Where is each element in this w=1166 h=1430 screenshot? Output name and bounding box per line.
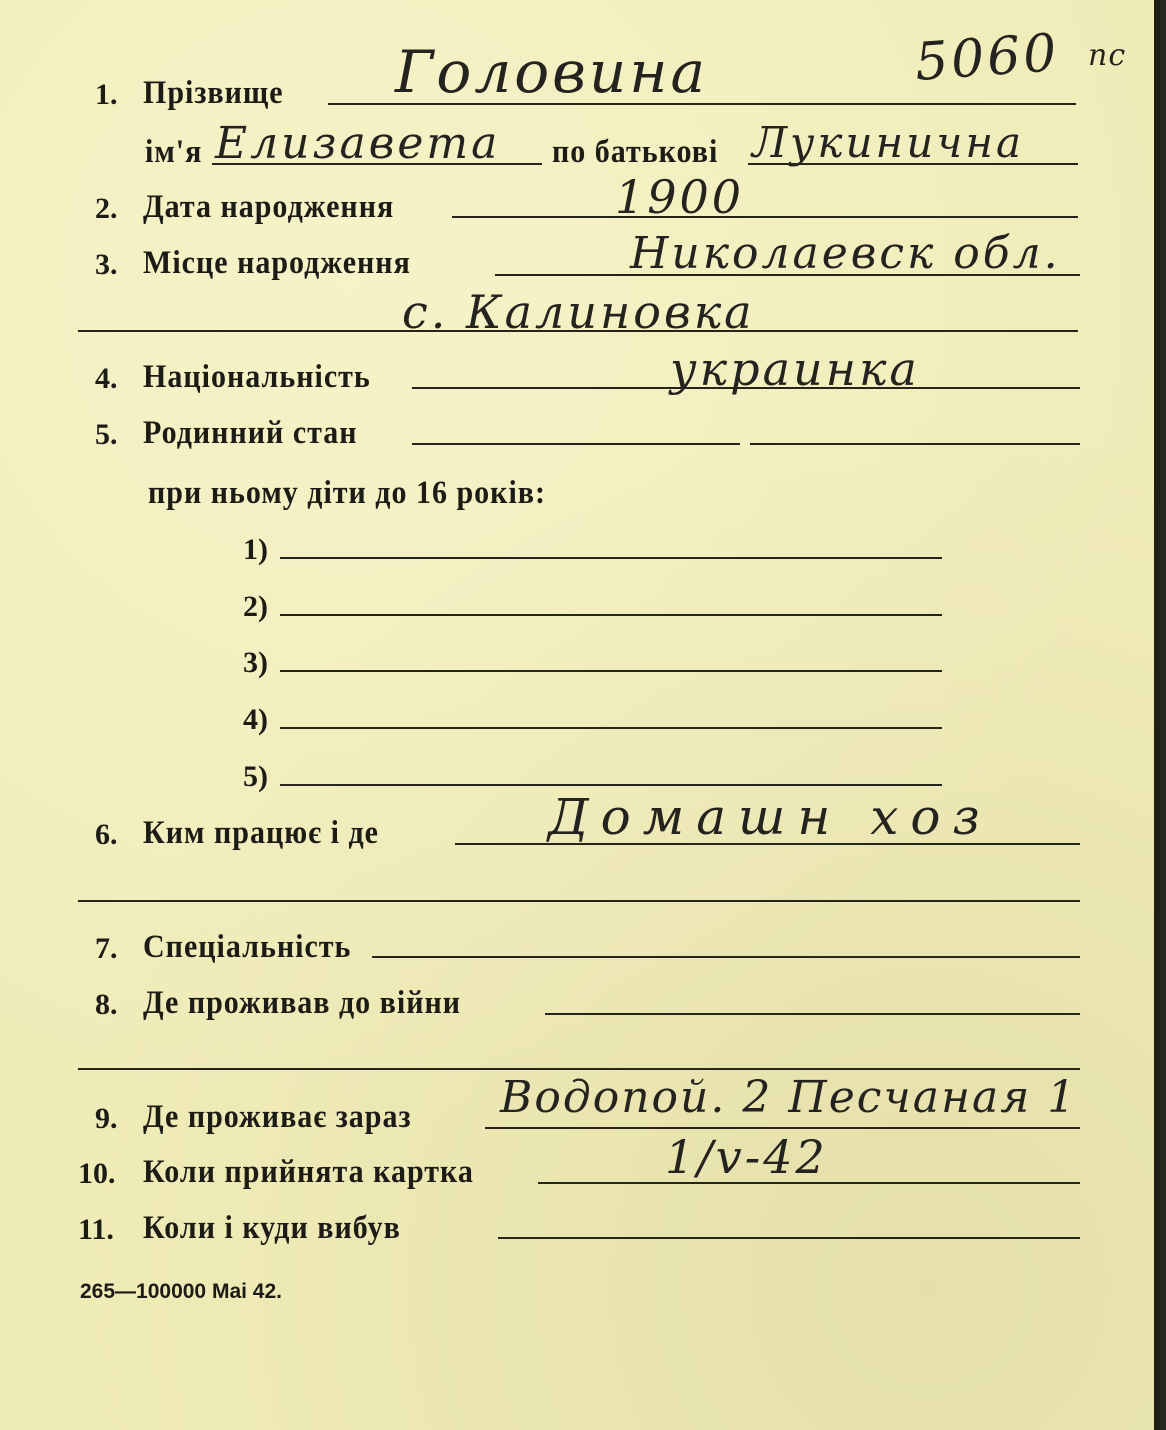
card-number-suffix: пс — [1088, 38, 1127, 73]
birth-date-line — [452, 216, 1078, 218]
marital-status-line-2 — [750, 443, 1080, 445]
child-2-line — [280, 614, 942, 616]
current-residence-value[interactable]: Водопой. 2 Песчаная 1 — [500, 1072, 1078, 1123]
patronymic-label: по батькові — [552, 133, 719, 170]
prewar-residence-line — [545, 1013, 1080, 1015]
child-4-line — [280, 727, 942, 729]
field-6-number: 6. — [95, 818, 118, 851]
specialty-line — [372, 956, 1080, 958]
child-4-number: 4) — [243, 703, 268, 736]
current-residence-label: Де проживає зараз — [143, 1098, 412, 1135]
first-name-label: ім'я — [145, 133, 203, 170]
marital-status-label: Родинний стан — [143, 414, 358, 451]
field-9-number: 9. — [95, 1102, 118, 1135]
occupation-label: Ким працює і де — [143, 814, 379, 851]
birth-date-label: Дата народження — [143, 188, 395, 225]
marital-status-line-1 — [412, 443, 740, 445]
field-8-number: 8. — [95, 988, 118, 1021]
field-3-number: 3. — [95, 248, 118, 281]
card-number: 5060 — [913, 23, 1062, 93]
print-run-note: 265—100000 Mai 42. — [80, 1280, 282, 1303]
specialty-label: Спеціальність — [143, 928, 352, 965]
birth-place-value[interactable]: Николаевск обл. — [630, 228, 1061, 279]
prewar-residence-label: Де проживав до війни — [143, 984, 462, 1021]
child-2-number: 2) — [243, 590, 268, 623]
surname-label: Прізвище — [143, 74, 284, 111]
field-4-number: 4. — [95, 362, 118, 395]
child-5-number: 5) — [243, 760, 268, 793]
nationality-value[interactable]: украинка — [670, 342, 920, 396]
field-11-number: 11. — [78, 1213, 114, 1246]
field-5-number: 5. — [95, 418, 118, 451]
card-edge — [1154, 0, 1160, 1430]
current-residence-line — [485, 1127, 1080, 1129]
field-2-number: 2. — [95, 192, 118, 225]
child-1-number: 1) — [243, 533, 268, 566]
birth-place-label: Місце народження — [143, 244, 411, 281]
child-3-line — [280, 670, 942, 672]
field-7-number: 7. — [95, 932, 118, 965]
departure-line — [498, 1237, 1080, 1239]
field-1-number: 1. — [95, 78, 118, 111]
children-label: при ньому діти до 16 років: — [148, 474, 546, 511]
surname-value[interactable]: Головина — [395, 38, 709, 106]
first-name-value[interactable]: Елизавета — [215, 118, 501, 169]
field-10-number: 10. — [78, 1157, 116, 1190]
patronymic-value[interactable]: Лукинична — [752, 118, 1025, 167]
child-5-line — [280, 784, 942, 786]
prewar-residence-line-2 — [78, 1068, 1080, 1070]
occupation-line-2 — [78, 900, 1080, 902]
birth-date-value[interactable]: 1900 — [615, 170, 745, 224]
child-3-number: 3) — [243, 646, 268, 679]
departure-label: Коли і куди вибув — [143, 1209, 401, 1246]
birth-place-value-2[interactable]: с. Калиновка — [402, 285, 755, 339]
card-accepted-label: Коли прийнята картка — [143, 1153, 474, 1190]
card-accepted-value[interactable]: 1/v-42 — [665, 1130, 828, 1184]
child-1-line — [280, 557, 942, 559]
occupation-value[interactable]: Домашн хоз — [548, 788, 992, 846]
nationality-label: Національність — [143, 358, 371, 395]
